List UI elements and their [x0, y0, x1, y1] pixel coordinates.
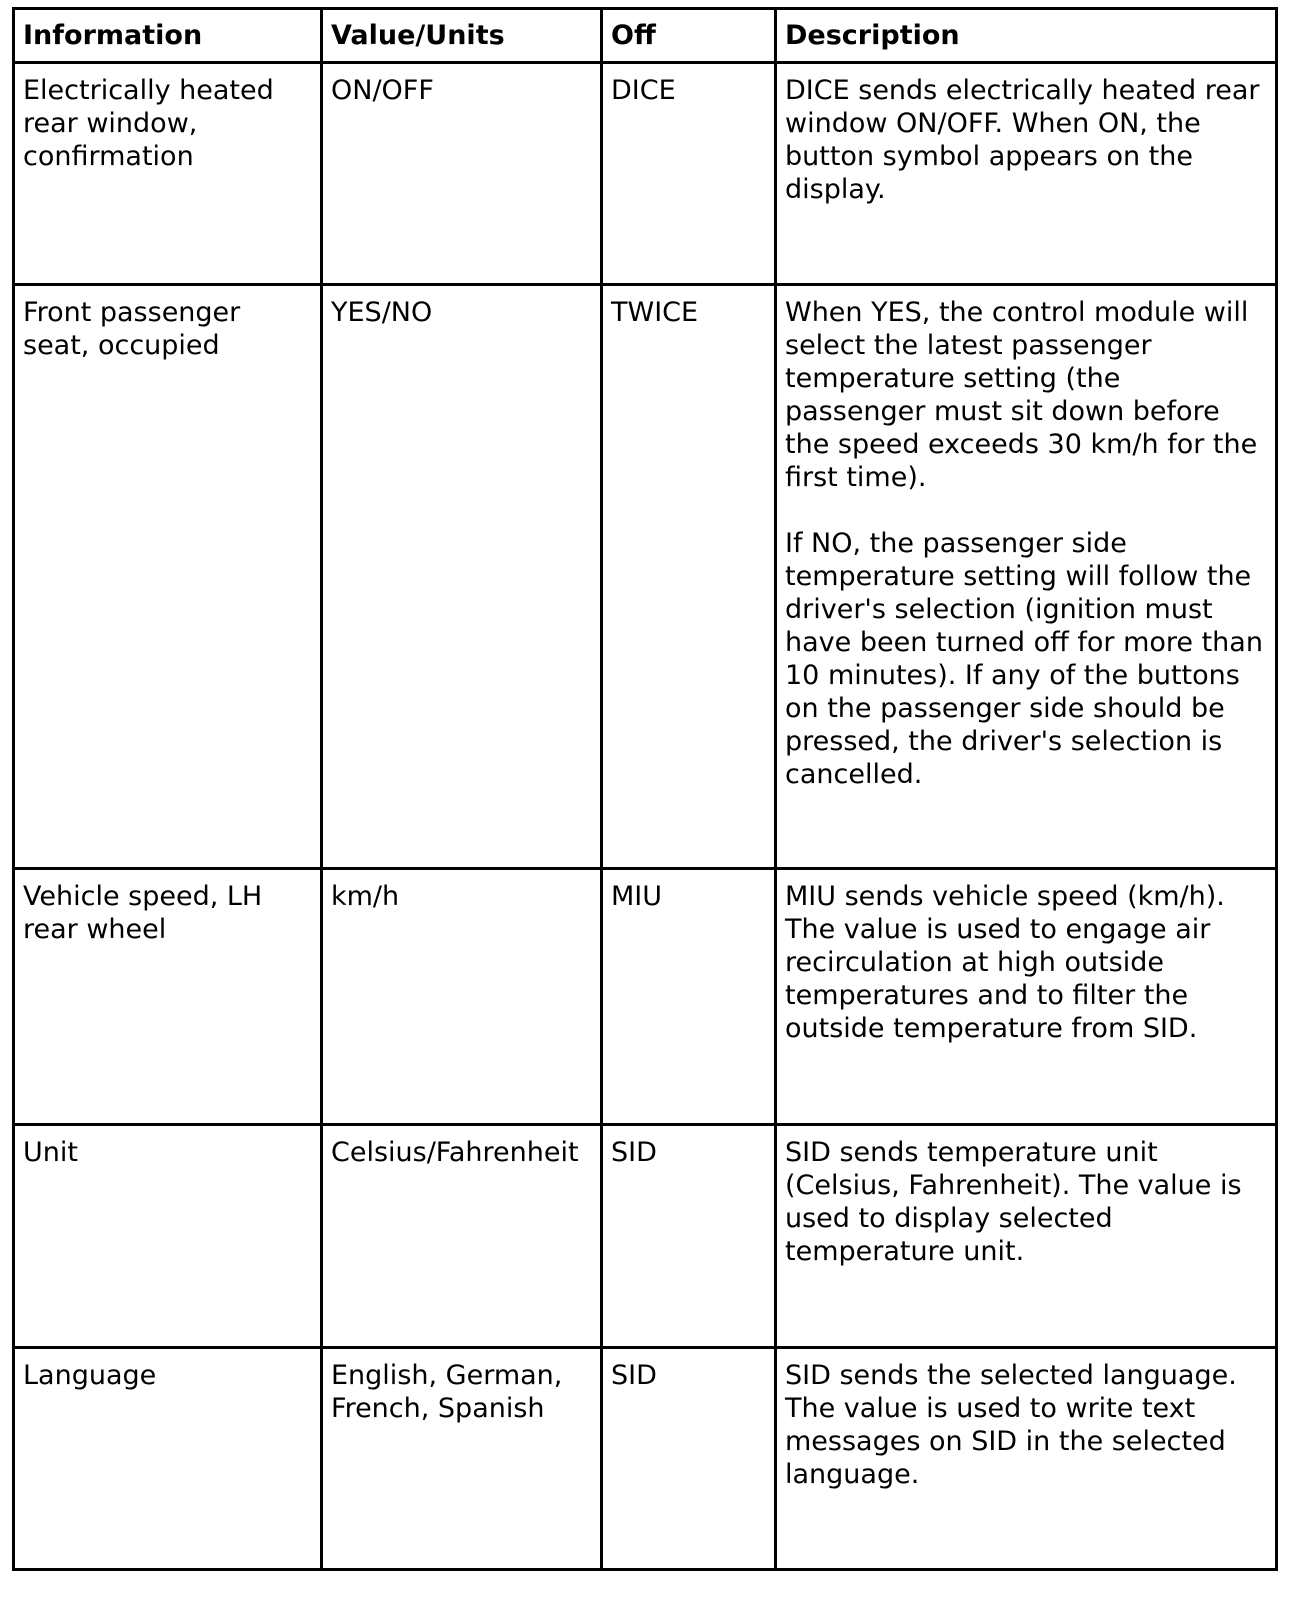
description-paragraph: If NO, the passenger side temperature setting will follow the driver's selection (ignition must have been turned off for more than 10 minutes). If any of the buttons on the passenger side should be pressed, the driver's selection is cancelled.	[785, 528, 1263, 790]
cell-off: SID	[602, 1125, 776, 1348]
table-row	[14, 1348, 1277, 1570]
cell-value-units: YES/NO	[322, 285, 602, 869]
cell-value-units: km/h	[322, 869, 602, 1125]
description-paragraph: DICE sends electrically heated rear window ON/OFF. When ON, the button symbol appears on the display.	[785, 75, 1260, 205]
cell-value-units: Celsius/Fahrenheit	[322, 1125, 602, 1348]
table-row	[14, 285, 1277, 869]
cell-description	[776, 1125, 1277, 1348]
cell-description	[776, 63, 1277, 285]
description-paragraph: MIU sends vehicle speed (km/h). The value is used to engage air recirculation at high outside temperatures and to filter the outside temperature from SID.	[785, 881, 1225, 1044]
cell-description	[776, 1348, 1277, 1570]
table-row	[14, 1125, 1277, 1348]
header-description: Description	[776, 9, 1277, 63]
cell-off: SID	[602, 1348, 776, 1570]
header-information: Information	[14, 9, 322, 63]
description-paragraph: When YES, the control module will select the latest passenger temperature setting (the passenger must sit down before the speed exceeds 30 km/h for the first time).	[785, 297, 1258, 493]
cell-information: Vehicle speed, LH rear wheel	[14, 869, 322, 1125]
header-off: Off	[602, 9, 776, 63]
cell-information: Language	[14, 1348, 322, 1570]
cell-description	[776, 869, 1277, 1125]
table-row	[14, 63, 1277, 285]
description-paragraph: SID sends the selected language. The value is used to write text messages on SID in the selected language.	[785, 1360, 1237, 1490]
table-header-row	[14, 9, 1277, 63]
information-table	[12, 7, 1278, 1571]
cell-off: DICE	[602, 63, 776, 285]
cell-value-units: English, German, French, Spanish	[322, 1348, 602, 1570]
description-paragraph: SID sends temperature unit (Celsius, Fahrenheit). The value is used to display selected temperature unit.	[785, 1137, 1242, 1267]
cell-off: MIU	[602, 869, 776, 1125]
cell-information: Electrically heated rear window, confirmation	[14, 63, 322, 285]
table-row	[14, 869, 1277, 1125]
cell-description	[776, 285, 1277, 869]
cell-off: TWICE	[602, 285, 776, 869]
cell-information: Unit	[14, 1125, 322, 1348]
cell-information: Front passenger seat, occupied	[14, 285, 322, 869]
cell-value-units: ON/OFF	[322, 63, 602, 285]
header-value-units: Value/Units	[322, 9, 602, 63]
